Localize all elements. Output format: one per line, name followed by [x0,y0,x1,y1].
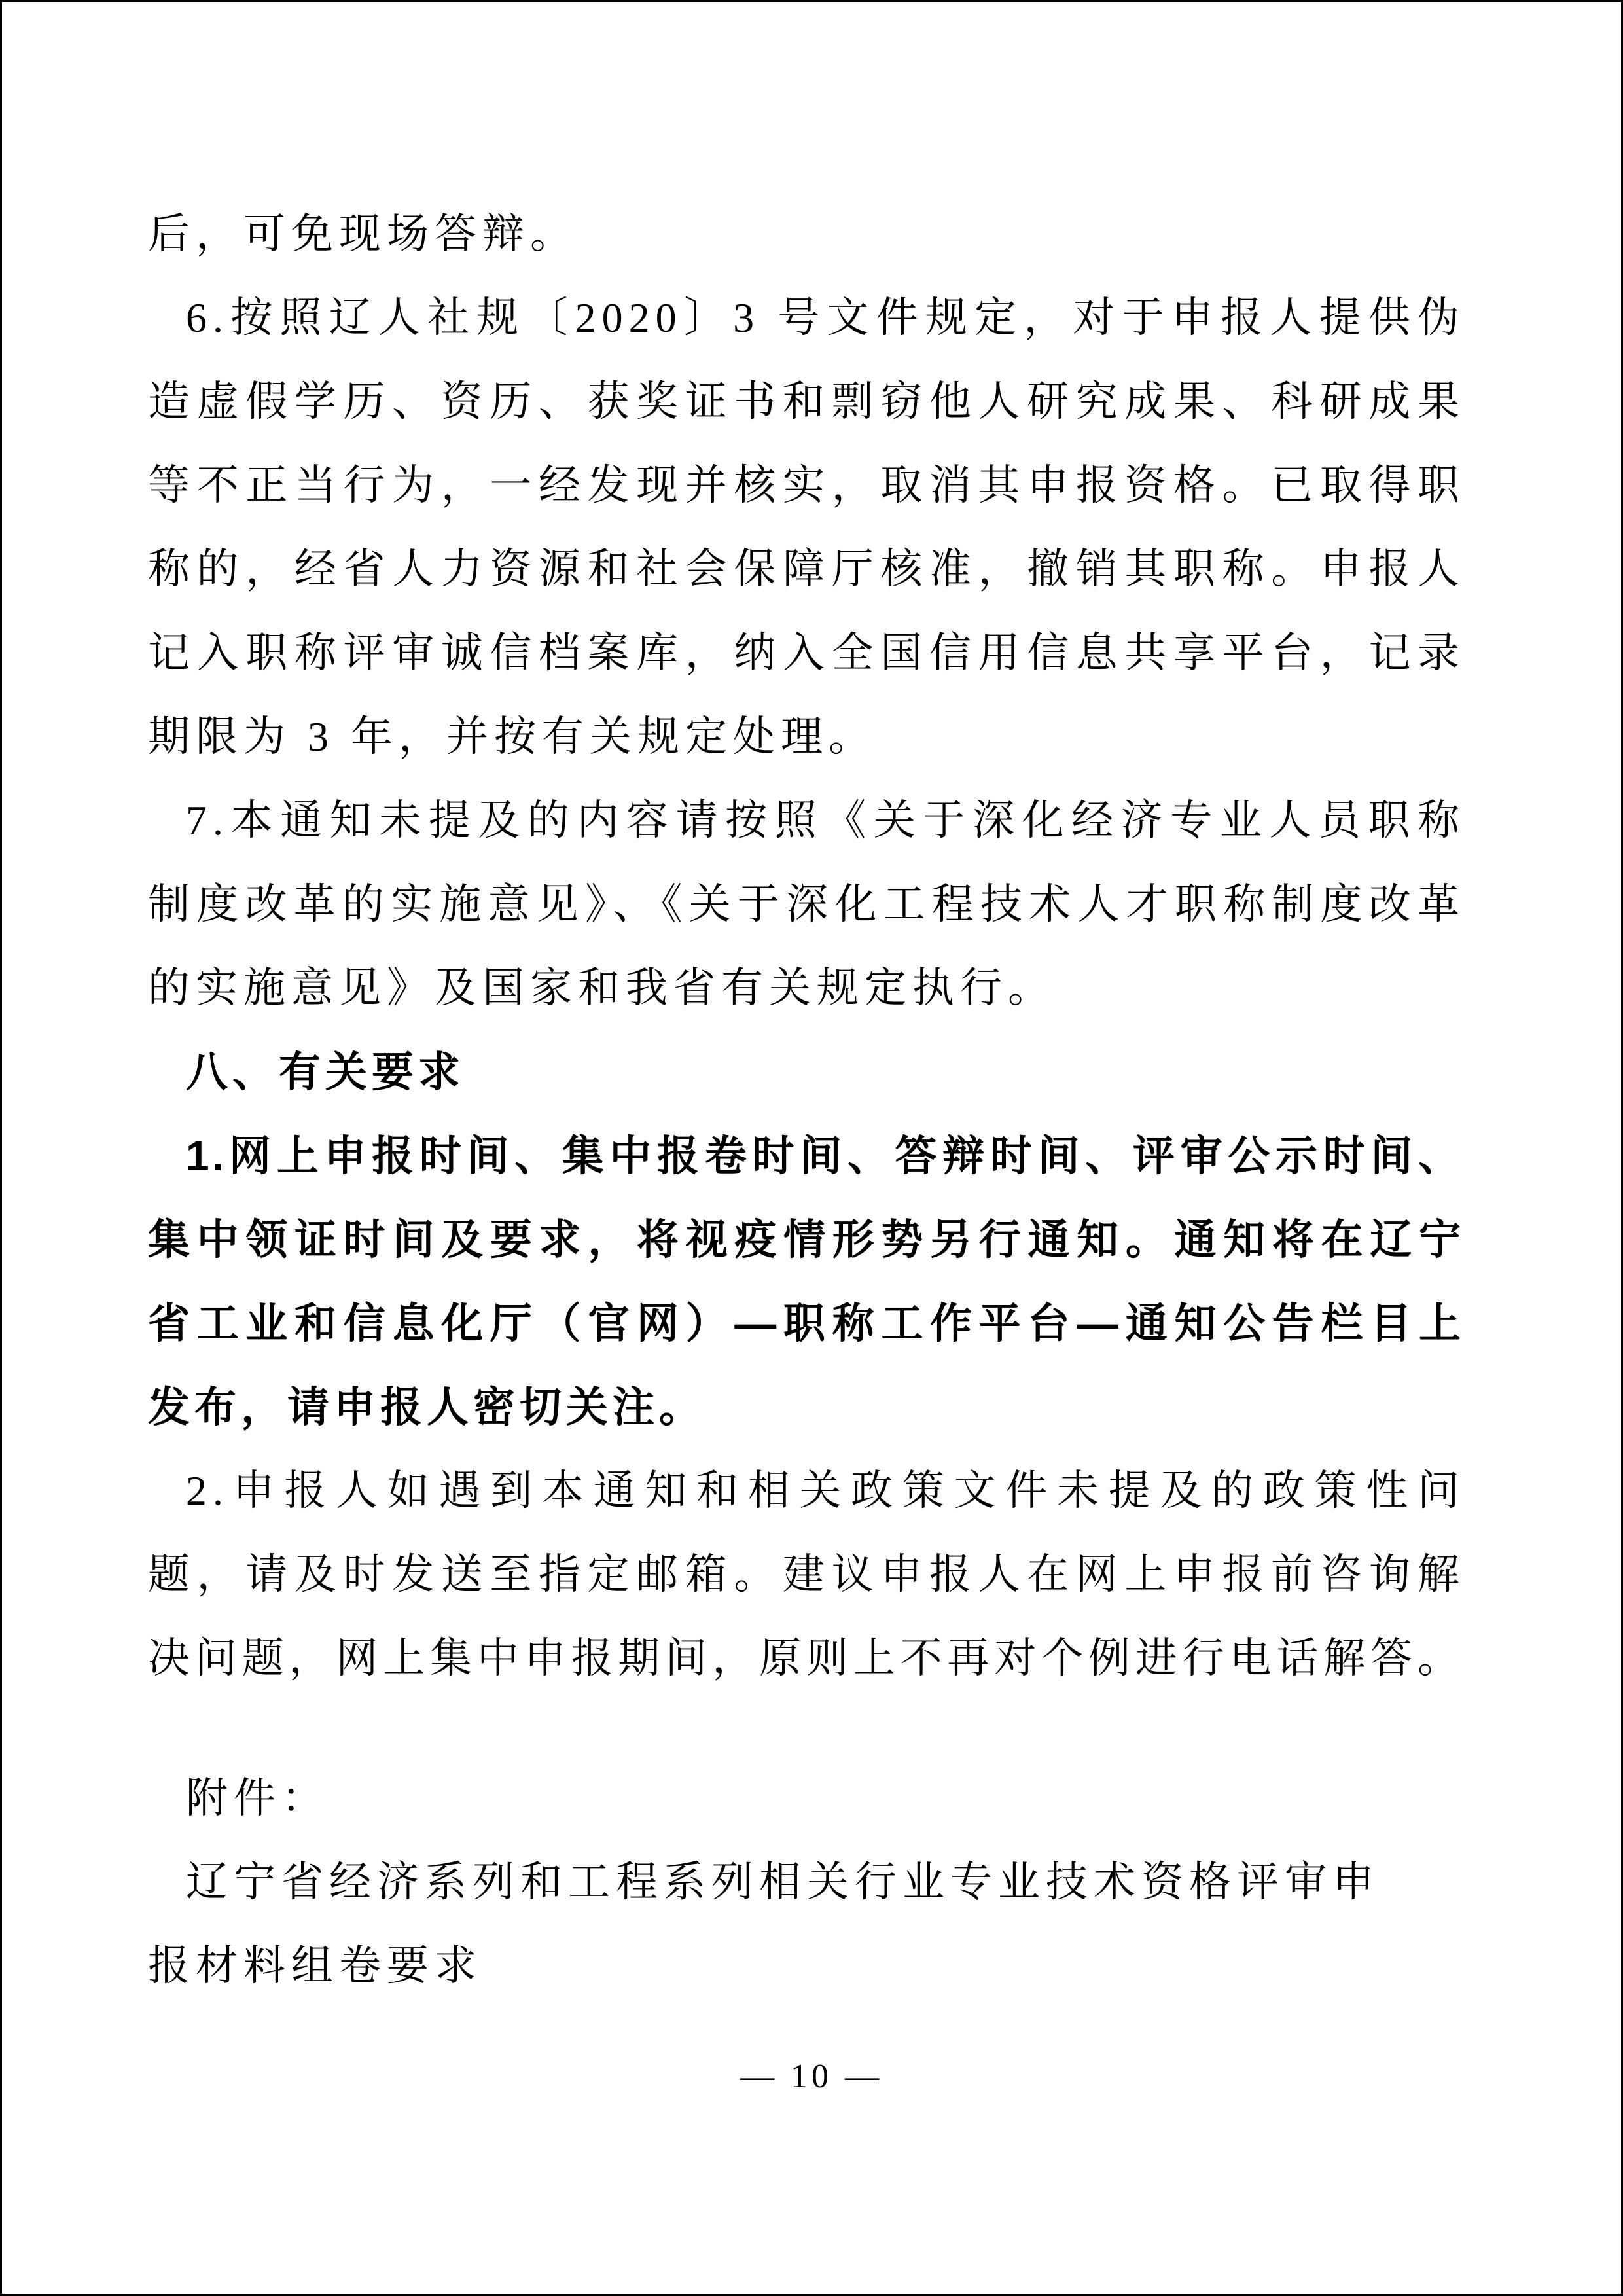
text-line: 造虚假学历、资历、获奖证书和剽窃他人研究成果、科研成果 [148,378,1465,425]
text-line: 题，请及时发送至指定邮箱。建议申报人在网上申报前咨询解 [148,1551,1465,1598]
text-line: 集中领证时间及要求，将视疫情形势另行通知。通知将在辽宁 [148,1216,1465,1263]
text-line: 等不正当行为，一经发现并核实，取消其申报资格。已取得职 [148,462,1465,509]
text-line: 2.申报人如遇到本通知和相关政策文件未提及的政策性问 [186,1467,1465,1514]
text-line: 期限为 3 年，并按有关规定处理。 [148,713,876,760]
text-line: 的实施意见》及国家和我省有关规定执行。 [148,965,1056,1011]
attachment-title-line: 辽宁省经济系列和工程系列相关行业专业技术资格评审申 [186,1859,1380,1905]
text-line: 省工业和信息化厅（官网）—职称工作平台—通知公告栏目上 [148,1300,1465,1347]
page-number: — 10 — [740,2058,883,2095]
text-line: 称的，经省人力资源和社会保障厅核准，撤销其职称。申报人 [148,546,1465,592]
text-line: 制度改革的实施意见》、《关于深化工程技术人才职称制度改革 [148,881,1463,927]
attachment-label: 附件： [186,1775,329,1821]
attachment-title-line: 报材料组卷要求 [148,1943,482,1989]
text-line: 发布，请申报人密切关注。 [148,1384,705,1431]
text-line: 后，可免现场答辩。 [148,211,578,257]
text-line: 决问题，网上集中申报期间，原则上不再对个例进行电话解答。 [148,1635,1463,1681]
text-line: 1.网上申报时间、集中报卷时间、答辩时间、评审公示时间、 [186,1132,1463,1179]
text-line: 6.按照辽人社规〔2020〕3 号文件规定，对于申报人提供伪 [186,295,1465,341]
text-line: 记入职称评审诚信档案库，纳入全国信用信息共享平台，记录 [148,630,1465,676]
text-line: 7.本通知未提及的内容请按照《关于深化经济专业人员职称 [186,797,1465,844]
section-heading: 八、有关要求 [186,1049,465,1096]
